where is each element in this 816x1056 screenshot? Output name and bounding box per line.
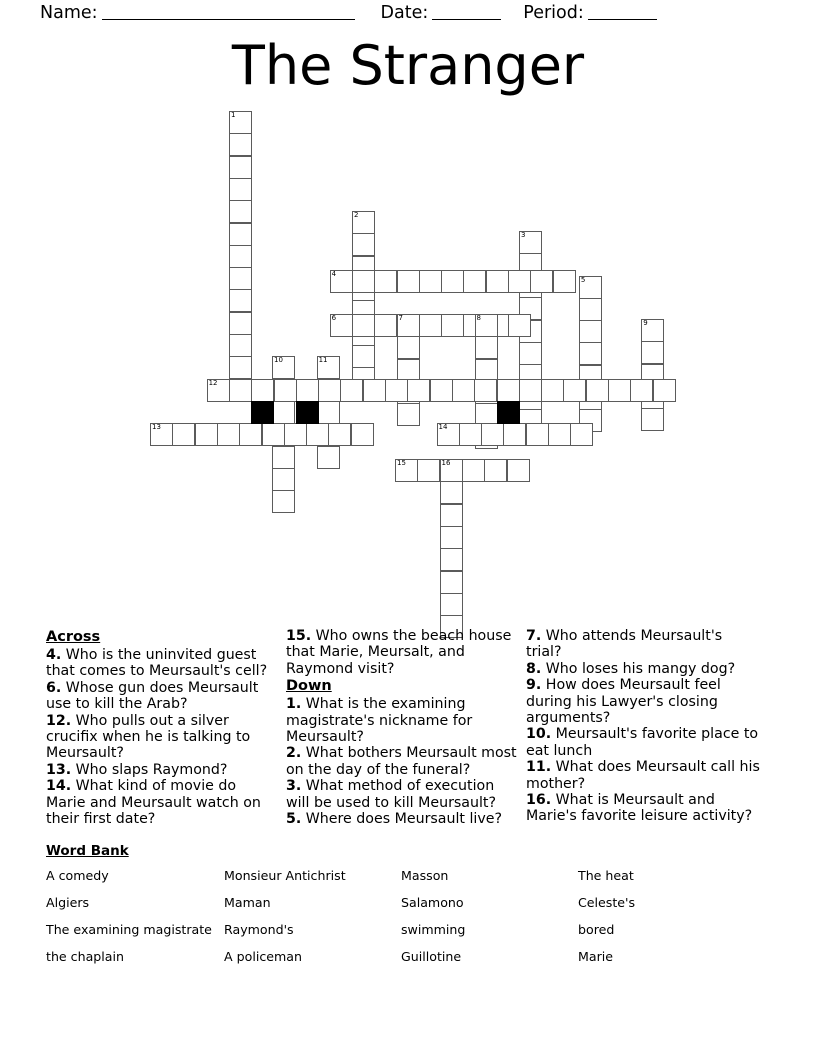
clue-num: 11.: [526, 759, 552, 776]
clue-down-7: [526, 628, 762, 661]
clue-across-14: [46, 778, 278, 827]
crossword-cell[interactable]: [385, 379, 408, 402]
word-bank-item: Marie: [578, 949, 614, 964]
clue-num: 3.: [286, 778, 302, 795]
clue-text: Who is the uninvited guest that comes to Meursault's cell?: [46, 647, 268, 680]
crossword-cell[interactable]: [508, 270, 531, 293]
clue-text: What bothers Meursault most on the day of the funeral?: [286, 745, 517, 778]
crossword-cell[interactable]: [229, 156, 252, 179]
crossword-cell[interactable]: [229, 245, 252, 268]
word-bank-heading: Word Bank: [46, 843, 129, 859]
clues-section: [46, 628, 770, 827]
word-bank-item: Maman: [224, 895, 271, 910]
crossword-cell-blocked: [296, 401, 319, 424]
clue-down-16: [526, 792, 762, 825]
crossword-cell[interactable]: [229, 178, 252, 201]
clue-num: 10.: [526, 726, 552, 743]
crossword-cell[interactable]: [441, 314, 464, 337]
crossword-cell-blocked: [251, 401, 274, 424]
crossword-cell[interactable]: [262, 423, 285, 446]
clue-text: Who loses his mangy dog?: [545, 660, 736, 677]
crossword-cell[interactable]: [217, 423, 240, 446]
crossword-cell[interactable]: [272, 356, 295, 379]
crossword-cell[interactable]: [463, 270, 486, 293]
crossword-cell[interactable]: [440, 459, 463, 482]
crossword-cell[interactable]: [229, 223, 252, 246]
crossword-cell[interactable]: [352, 345, 375, 368]
clue-num: 2.: [286, 745, 302, 762]
clue-down-9: [526, 677, 762, 726]
clue-text: Who attends Meursault's trial?: [526, 628, 723, 661]
word-bank-item: swimming: [401, 922, 466, 937]
crossword-cell[interactable]: [229, 312, 252, 335]
clue-num: 1.: [286, 696, 302, 713]
crossword-cell[interactable]: [374, 270, 397, 293]
word-bank-item: Algiers: [46, 895, 90, 910]
clue-across-6: [46, 680, 278, 713]
clue-down-3: [286, 778, 518, 811]
clue-text: How does Meursault feel during his Lawyer's closing arguments?: [526, 677, 721, 727]
clue-num: 7.: [526, 628, 542, 644]
crossword-cell[interactable]: [172, 423, 195, 446]
cell-number: 1: [231, 111, 236, 119]
crossword-cell[interactable]: [397, 336, 420, 359]
clue-text: Meursault's favorite place to eat lunch: [526, 726, 759, 759]
page-title: The Stranger: [231, 34, 585, 97]
crossword-cell[interactable]: [630, 379, 653, 402]
crossword-cell[interactable]: [541, 379, 564, 402]
crossword-cell[interactable]: [579, 298, 602, 321]
crossword-cell[interactable]: [351, 423, 374, 446]
crossword-cell[interactable]: [318, 379, 341, 402]
crossword-cell[interactable]: [330, 314, 353, 337]
crossword-cell[interactable]: [503, 423, 526, 446]
crossword-cell[interactable]: [579, 276, 602, 299]
clue-column-2: [286, 628, 526, 827]
crossword-cell[interactable]: [374, 314, 397, 337]
crossword-cell-blocked: [497, 401, 520, 424]
crossword-cell[interactable]: [519, 342, 542, 365]
crossword-cell[interactable]: [474, 379, 497, 402]
across-heading: Across: [46, 629, 101, 645]
cell-number: 16: [441, 459, 451, 467]
crossword-cell[interactable]: [570, 423, 593, 446]
crossword-cell[interactable]: [440, 526, 463, 549]
crossword-cell[interactable]: [397, 270, 420, 293]
clue-across-13: [46, 762, 278, 778]
word-bank-item: A policeman: [224, 949, 302, 964]
crossword-cell[interactable]: [508, 314, 531, 337]
word-bank-item: bored: [578, 922, 615, 937]
word-bank-item: Guillotine: [401, 949, 462, 964]
clue-down-11: [526, 759, 762, 792]
cell-number: 4: [331, 270, 337, 278]
crossword-cell[interactable]: [352, 314, 375, 337]
cell-number: 14: [438, 423, 448, 432]
crossword-cell[interactable]: [340, 379, 363, 402]
cell-number: 9: [643, 319, 648, 327]
crossword-cell[interactable]: [653, 379, 676, 402]
clue-num: 4.: [46, 647, 62, 663]
crossword-cell[interactable]: [462, 459, 485, 482]
crossword-cell[interactable]: [229, 267, 252, 290]
clue-down-8: [526, 661, 762, 677]
crossword-cell[interactable]: [440, 481, 463, 504]
clue-num: 15.: [286, 628, 312, 644]
cell-number: 3: [521, 230, 526, 239]
crossword-cell[interactable]: [251, 379, 274, 402]
name-label: Name:: [40, 3, 98, 23]
crossword-cell[interactable]: [475, 336, 498, 359]
word-bank-item: Monsieur Antichrist: [224, 868, 346, 883]
clue-down-10: [526, 726, 762, 759]
date-label: Date:: [380, 3, 429, 23]
crossword-cell[interactable]: [475, 314, 498, 337]
crossword-cell[interactable]: [229, 334, 252, 357]
clue-text: What method of execution will be used to kill Meursault?: [286, 778, 497, 811]
clue-column-1: [46, 628, 286, 827]
clue-text: What is Meursault and Marie's favorite leisure activity?: [526, 792, 753, 825]
word-bank-item: The heat: [578, 868, 634, 883]
clue-column-3: [526, 628, 770, 825]
crossword-cell[interactable]: [419, 314, 442, 337]
crossword-cell[interactable]: [317, 401, 340, 424]
crossword-cell[interactable]: [397, 403, 420, 426]
crossword-cell[interactable]: [352, 233, 375, 256]
crossword-cell[interactable]: [397, 314, 420, 337]
clue-num: 5.: [286, 811, 302, 828]
cell-number: 8: [476, 314, 481, 322]
crossword-cell[interactable]: [579, 342, 602, 365]
crossword-cell[interactable]: [330, 270, 353, 293]
clue-num: 8.: [526, 660, 542, 677]
crossword-cell[interactable]: [548, 423, 571, 446]
clue-text: Who slaps Raymond?: [75, 761, 228, 778]
crossword-cell[interactable]: [306, 423, 329, 446]
crossword-cell[interactable]: [272, 468, 295, 491]
cell-number: 7: [398, 314, 403, 322]
clue-down-1: [286, 696, 518, 745]
clue-text: Who owns the beach house that Marie, Meursalt, and Raymond visit?: [286, 628, 512, 677]
crossword-cell[interactable]: [284, 423, 307, 446]
cell-number: 11: [318, 356, 328, 365]
clue-text: Who pulls out a silver crucifix when he is talking to Meursault?: [46, 712, 251, 762]
clue-text: Where does Meursault live?: [305, 811, 503, 828]
crossword-cell[interactable]: [352, 270, 375, 293]
crossword-cell[interactable]: [563, 379, 586, 402]
clue-text: Whose gun does Meursault use to kill the Arab?: [46, 679, 259, 713]
clue-num: 6.: [46, 679, 62, 696]
crossword-cell[interactable]: [352, 211, 375, 234]
clue-num: 16.: [526, 792, 552, 809]
crossword-cell[interactable]: [641, 319, 664, 342]
crossword-cell[interactable]: [608, 379, 631, 402]
period-label: Period:: [523, 3, 584, 23]
crossword-cell[interactable]: [328, 423, 351, 446]
crossword-cell[interactable]: [272, 446, 295, 469]
crossword-cell[interactable]: [150, 423, 173, 446]
word-bank: [46, 843, 776, 964]
crossword-cell[interactable]: [440, 593, 463, 616]
clue-text: What kind of movie do Marie and Meursault watch on their first date?: [46, 778, 261, 828]
crossword-cell[interactable]: [430, 379, 453, 402]
cell-number: 15: [397, 459, 406, 467]
crossword-cell[interactable]: [526, 423, 549, 446]
cell-number: 6: [331, 314, 337, 322]
down-heading: Down: [286, 678, 332, 695]
word-bank-item: the chaplain: [46, 949, 124, 964]
cell-number: 12: [208, 378, 218, 387]
crossword-cell[interactable]: [239, 423, 262, 446]
clue-across-15: [286, 628, 518, 677]
crossword-cell[interactable]: [579, 320, 602, 343]
clue-text: What does Meursault call his mother?: [526, 759, 760, 792]
clue-num: 9.: [526, 677, 542, 694]
crossword-cell[interactable]: [229, 133, 252, 156]
crossword-cell[interactable]: [407, 379, 430, 402]
crossword-cell[interactable]: [441, 270, 464, 293]
word-bank-item: A comedy: [46, 868, 109, 883]
crossword-cell[interactable]: [195, 423, 218, 446]
clue-num: 13.: [46, 761, 72, 778]
clue-text: What is the examining magistrate's nickname for Meursault?: [286, 696, 473, 746]
crossword-cell[interactable]: [530, 270, 553, 293]
word-bank-item: Salamono: [401, 895, 464, 910]
crossword-cell[interactable]: [437, 423, 460, 446]
crossword-cell[interactable]: [395, 459, 418, 482]
crossword-cell[interactable]: [317, 446, 340, 469]
crossword-cell[interactable]: [419, 270, 442, 293]
word-bank-item: The examining magistrate: [46, 922, 212, 937]
word-bank-item: Masson: [401, 868, 449, 883]
cell-number: 13: [152, 423, 161, 432]
crossword-cell[interactable]: [519, 231, 542, 254]
crossword-cell[interactable]: [440, 571, 463, 594]
crossword-cell[interactable]: [507, 459, 530, 482]
clue-across-4: [46, 647, 278, 680]
crossword-cell[interactable]: [417, 459, 440, 482]
crossword-cell[interactable]: [586, 379, 609, 402]
word-bank-list: [46, 869, 776, 964]
crossword-cell[interactable]: [497, 379, 520, 402]
crossword-cell[interactable]: [272, 401, 295, 424]
crossword-cell[interactable]: [641, 408, 664, 431]
cell-number: 10: [274, 356, 283, 365]
crossword-cell[interactable]: [641, 341, 664, 364]
clue-across-12: [46, 713, 278, 762]
crossword-cell[interactable]: [229, 356, 252, 379]
crossword-cell[interactable]: [207, 379, 230, 402]
clue-num: 14.: [46, 778, 72, 795]
crossword-cell[interactable]: [553, 270, 576, 293]
crossword-cell[interactable]: [452, 379, 475, 402]
cell-number: 5: [580, 275, 586, 284]
cell-number: 2: [354, 211, 359, 219]
crossword-cell[interactable]: [229, 289, 252, 312]
crossword-cell[interactable]: [229, 379, 252, 402]
word-bank-item: Celeste's: [578, 895, 636, 910]
crossword-cell[interactable]: [274, 379, 297, 402]
crossword-cell[interactable]: [486, 270, 509, 293]
clue-num: 12.: [46, 712, 72, 729]
clue-down-5: [286, 811, 518, 827]
crossword-cell[interactable]: [440, 548, 463, 571]
word-bank-item: Raymond's: [224, 922, 294, 937]
crossword-cell[interactable]: [317, 356, 340, 379]
crossword-cell[interactable]: [363, 379, 386, 402]
crossword-cell[interactable]: [459, 423, 482, 446]
crossword-cell[interactable]: [484, 459, 507, 482]
crossword-cell[interactable]: [272, 490, 295, 513]
crossword-cell[interactable]: [519, 379, 542, 402]
crossword-cell[interactable]: [481, 423, 504, 446]
clue-down-2: [286, 745, 518, 778]
crossword-cell[interactable]: [229, 200, 252, 223]
crossword-cell[interactable]: [229, 111, 252, 134]
crossword-cell[interactable]: [440, 504, 463, 527]
crossword-cell[interactable]: [296, 379, 319, 402]
